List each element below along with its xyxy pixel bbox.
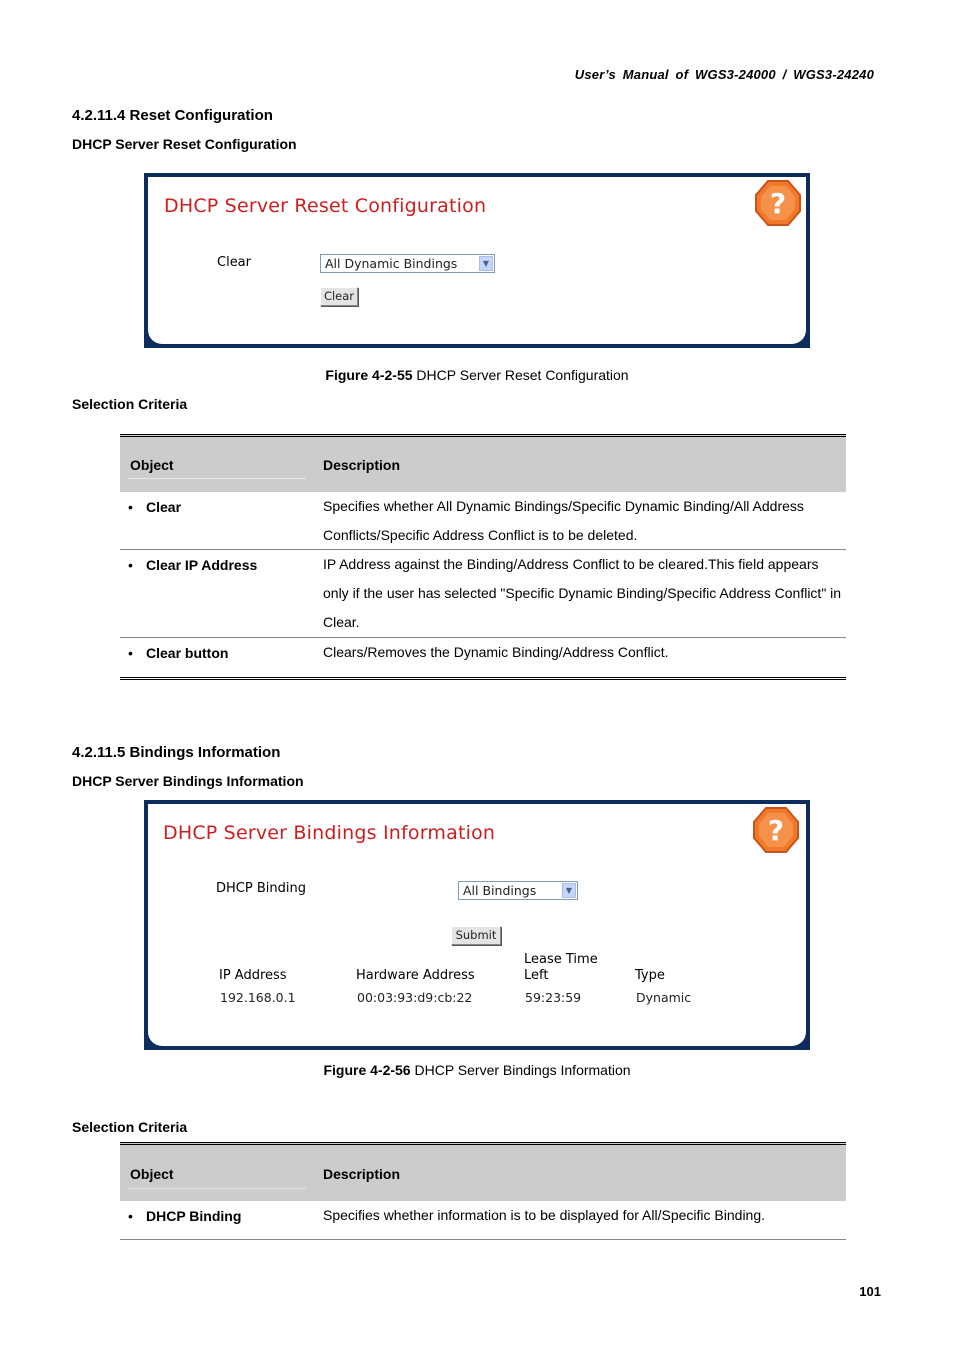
table-row xyxy=(120,638,846,680)
table-header xyxy=(120,434,846,492)
row-object: • DHCP Binding xyxy=(128,1208,241,1224)
page-number: 101 xyxy=(859,1284,881,1299)
clear-select[interactable] xyxy=(320,254,495,273)
binding-hw-value: 00:03:93:d9:cb:22 xyxy=(357,990,473,1005)
row-description: Clears/Removes the Dynamic Binding/Address Conflict. xyxy=(323,644,669,660)
figure-text: DHCP Server Bindings Information xyxy=(410,1062,631,1078)
row-object: • Clear xyxy=(128,499,181,515)
submit-button[interactable]: Submit xyxy=(451,926,501,945)
clear-select-value: All Dynamic Bindings xyxy=(325,256,458,271)
table-header xyxy=(120,1142,846,1201)
criteria-table-bindings xyxy=(120,1142,846,1240)
reset-config-screenshot xyxy=(144,173,810,348)
row-description: IP Address against the Binding/Address Conflict to be cleared.This field appears only if the user has selected "Specific Dynamic Binding/Specific Address Conflict" in Clear. xyxy=(323,556,842,630)
figure-number: Figure 4-2-56 xyxy=(323,1062,411,1078)
col-lease-time: Lease Time xyxy=(524,952,598,967)
col-hardware-address: Hardware Address xyxy=(356,968,475,983)
chevron-down-icon: ▼ xyxy=(479,256,493,271)
figure-caption-bindings xyxy=(0,1062,954,1078)
col-type: Type xyxy=(635,968,665,983)
panel-title-reset: DHCP Server Reset Configuration xyxy=(164,195,487,217)
row-object: • Clear IP Address xyxy=(128,557,257,573)
criteria-heading: Selection Criteria xyxy=(72,396,188,412)
col-description: Description xyxy=(323,1166,401,1182)
row-description: Specifies whether information is to be displayed for All/Specific Binding. xyxy=(323,1207,766,1223)
table-row xyxy=(120,1201,846,1240)
criteria-heading: Selection Criteria xyxy=(72,1119,188,1135)
row-object: • Clear button xyxy=(128,645,228,661)
section-heading-bindings: 4.2.11.5 Bindings Information xyxy=(72,744,281,761)
col-lease-left: Left xyxy=(524,968,549,983)
row-description: Specifies whether All Dynamic Bindings/Specific Dynamic Binding/All Address Conflicts/Specific Address Conflict is to be deleted. xyxy=(323,498,804,543)
chevron-down-icon: ▼ xyxy=(562,883,576,898)
col-description: Description xyxy=(323,457,401,473)
subheading-bindings: DHCP Server Bindings Information xyxy=(72,773,304,789)
panel-title-bindings: DHCP Server Bindings Information xyxy=(163,822,496,844)
svg-text:?: ? xyxy=(767,814,785,847)
criteria-table-reset xyxy=(120,434,846,680)
binding-type-value: Dynamic xyxy=(636,990,692,1005)
bindings-info-screenshot xyxy=(144,800,810,1050)
subheading-reset: DHCP Server Reset Configuration xyxy=(72,136,297,152)
clear-label: Clear xyxy=(217,255,251,270)
table-row xyxy=(120,550,846,638)
dhcp-binding-label: DHCP Binding xyxy=(216,881,306,896)
help-icon[interactable] xyxy=(752,806,800,854)
clear-button[interactable]: Clear xyxy=(320,287,358,306)
dhcp-binding-select-value: All Bindings xyxy=(463,883,537,898)
figure-number: Figure 4-2-55 xyxy=(325,367,413,383)
dhcp-binding-select[interactable] xyxy=(458,881,578,900)
manual-header: User’s Manual of WGS3-24000 / WGS3-24240 xyxy=(574,67,874,82)
help-icon[interactable] xyxy=(754,179,802,227)
section-heading-reset: 4.2.11.4 Reset Configuration xyxy=(72,107,273,124)
binding-ip-value: 192.168.0.1 xyxy=(220,990,296,1005)
figure-text: DHCP Server Reset Configuration xyxy=(412,367,629,383)
binding-lease-value: 59:23:59 xyxy=(525,990,582,1005)
col-ip-address: IP Address xyxy=(219,968,287,983)
col-object: Object xyxy=(130,1166,174,1182)
figure-caption-reset xyxy=(0,367,954,383)
svg-text:?: ? xyxy=(769,187,787,220)
table-row xyxy=(120,492,846,550)
col-object: Object xyxy=(130,457,174,473)
